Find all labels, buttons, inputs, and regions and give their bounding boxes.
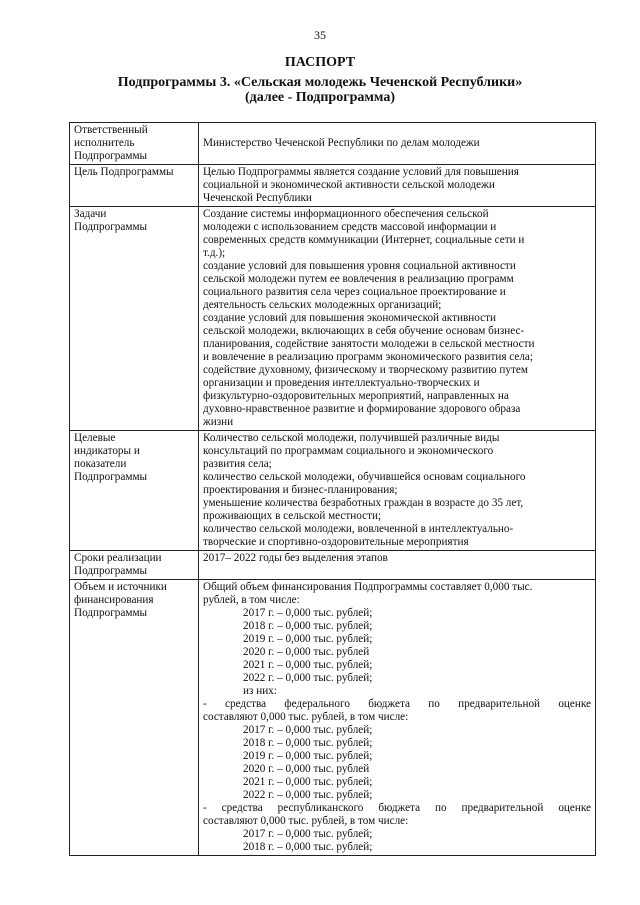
value-line: количество сельской молодежи, вовлеченной в интеллектуально- [203,523,514,535]
table-row-indicators [70,431,596,551]
subtitle-line: (далее - Подпрограмма) [244,90,395,105]
value-line: проектирования и бизнес-планирования; [203,484,398,496]
value-line: и вовлечение в реализацию программ экономического развития села; [203,351,534,363]
label-line: Цель Подпрограммы [74,166,174,178]
value-line: современных средств коммуникации (Интернет, социальные сети и [203,234,525,246]
value-line: Создание системы информационного обеспечения сельской [203,208,489,220]
value-line: деятельность сельских молодежных организаций; [203,299,442,311]
table-row-goal [70,165,596,207]
value-line: Чеченской Республики [203,192,312,204]
row-value [199,431,596,551]
row-label [70,551,199,580]
row-value [199,207,596,431]
document-subtitle [80,75,560,105]
value-line: творческие и спортивно-оздоровительные мероприятия [203,536,469,548]
label-line: Задачи [74,208,107,220]
year-line: 2017 г. – 0,000 тыс. рублей; [243,607,373,619]
label-line: Подпрограммы [74,150,148,162]
value-line: рублей, в том числе: [203,594,300,606]
value-line: 2017– 2022 годы без выделения этапов [203,552,388,564]
year-line: 2018 г. – 0,000 тыс. рублей; [243,737,373,749]
table-row-terms [70,551,596,580]
year-line: 2017 г. – 0,000 тыс. рублей; [243,828,373,840]
value-line: развития села; [203,458,272,470]
year-line: 2021 г. – 0,000 тыс. рублей; [243,776,373,788]
year-line: 2022 г. – 0,000 тыс. рублей; [243,789,373,801]
label-line: Объем и источники [74,581,167,593]
value-line: создание условий для повышения уровня социальной активности [203,260,516,272]
label-line: Подпрограммы [74,471,148,483]
row-label [70,580,199,856]
value-line: количество сельской молодежи, обучившейся основам социального [203,471,526,483]
row-label [70,165,199,207]
year-line: 2019 г. – 0,000 тыс. рублей; [243,633,373,645]
value-line: из них: [243,685,277,697]
passport-table [69,122,596,856]
row-label [70,207,199,431]
value-line: Количество сельской молодежи, получившей различные виды [203,432,500,444]
label-line: Подпрограммы [74,565,148,577]
row-value [199,165,596,207]
row-label [70,431,199,551]
label-line: индикаторы и [74,445,140,457]
year-line: 2022 г. – 0,000 тыс. рублей; [243,672,373,684]
subtitle-line: Подпрограммы 3. «Сельская молодежь Чеченской Республики» [117,75,523,90]
value-line: составляют 0,000 тыс. рублей, в том числе: [203,815,409,827]
value-line: содействие духовному, физическому и творческому развитию путем [203,364,528,376]
value-line: физкультурно-оздоровительных мероприятий, направленных на [203,390,509,402]
label-line: показатели [74,458,127,470]
value-line: сельской молодежи путем ее вовлечения в реализацию программ [203,273,514,285]
value-line: Целью Подпрограммы является создание условий для повышения [203,166,519,178]
row-value [199,123,596,165]
value-line: создание условий для повышения экономической активности [203,312,496,324]
label-line: Сроки реализации [74,552,162,564]
value-line: проживающих в сельской местности; [203,510,382,522]
value-line: - средства федерального бюджета по предварительной оценке [203,698,591,710]
value-line: социальной и экономической активности сельской молодежи [203,179,495,191]
year-line: 2020 г. – 0,000 тыс. рублей [243,646,370,658]
value-line: планирования, содействие занятости молодежи в сельской местности [203,338,535,350]
year-line: 2019 г. – 0,000 тыс. рублей; [243,750,373,762]
value-line: молодежи с использованием средств массовой информации и [203,221,497,233]
value-line: - средства республиканского бюджета по предварительной оценке [203,802,591,814]
value-line: сельской молодежи, включающих в себя обучение основам бизнес- [203,325,525,337]
value-line: Общий объем финансирования Подпрограммы составляет 0,000 тыс. [203,581,533,593]
value-line: консультаций по программам социального и экономического [203,445,494,457]
value-line: жизни [203,416,234,428]
value-line: составляют 0,000 тыс. рублей, в том числе: [203,711,409,723]
document-title: ПАСПОРТ [284,55,356,70]
year-line: 2021 г. – 0,000 тыс. рублей; [243,659,373,671]
label-line: Подпрограммы [74,221,148,233]
row-label [70,123,199,165]
row-value [199,580,596,856]
label-line: Ответственный [74,124,148,136]
year-line: 2020 г. – 0,000 тыс. рублей [243,763,370,775]
label-line: Подпрограммы [74,607,148,619]
label-line: финансирования [74,594,154,606]
year-line: 2018 г. – 0,000 тыс. рублей; [243,620,373,632]
label-line: Целевые [74,432,116,444]
table-row-tasks [70,207,596,431]
label-line: исполнитель [74,137,135,149]
value-line: духовно-нравственное развитие и формирование здорового образа [203,403,521,415]
value-line: социального развития села через социальное проектирование и [203,286,506,298]
year-line: 2018 г. – 0,000 тыс. рублей; [243,841,373,853]
table-row-executor [70,123,596,165]
row-value [199,551,596,580]
value-line: организации и проведения интеллектуально-творческих и [203,377,480,389]
value-line: Министерство Чеченской Республики по делам молодежи [203,137,480,149]
value-line: т.д.); [203,247,226,259]
page-number: 35 [314,28,326,42]
value-line: уменьшение количества безработных граждан в возрасте до 35 лет, [203,497,524,509]
year-line: 2017 г. – 0,000 тыс. рублей; [243,724,373,736]
table-row-funding [70,580,596,856]
